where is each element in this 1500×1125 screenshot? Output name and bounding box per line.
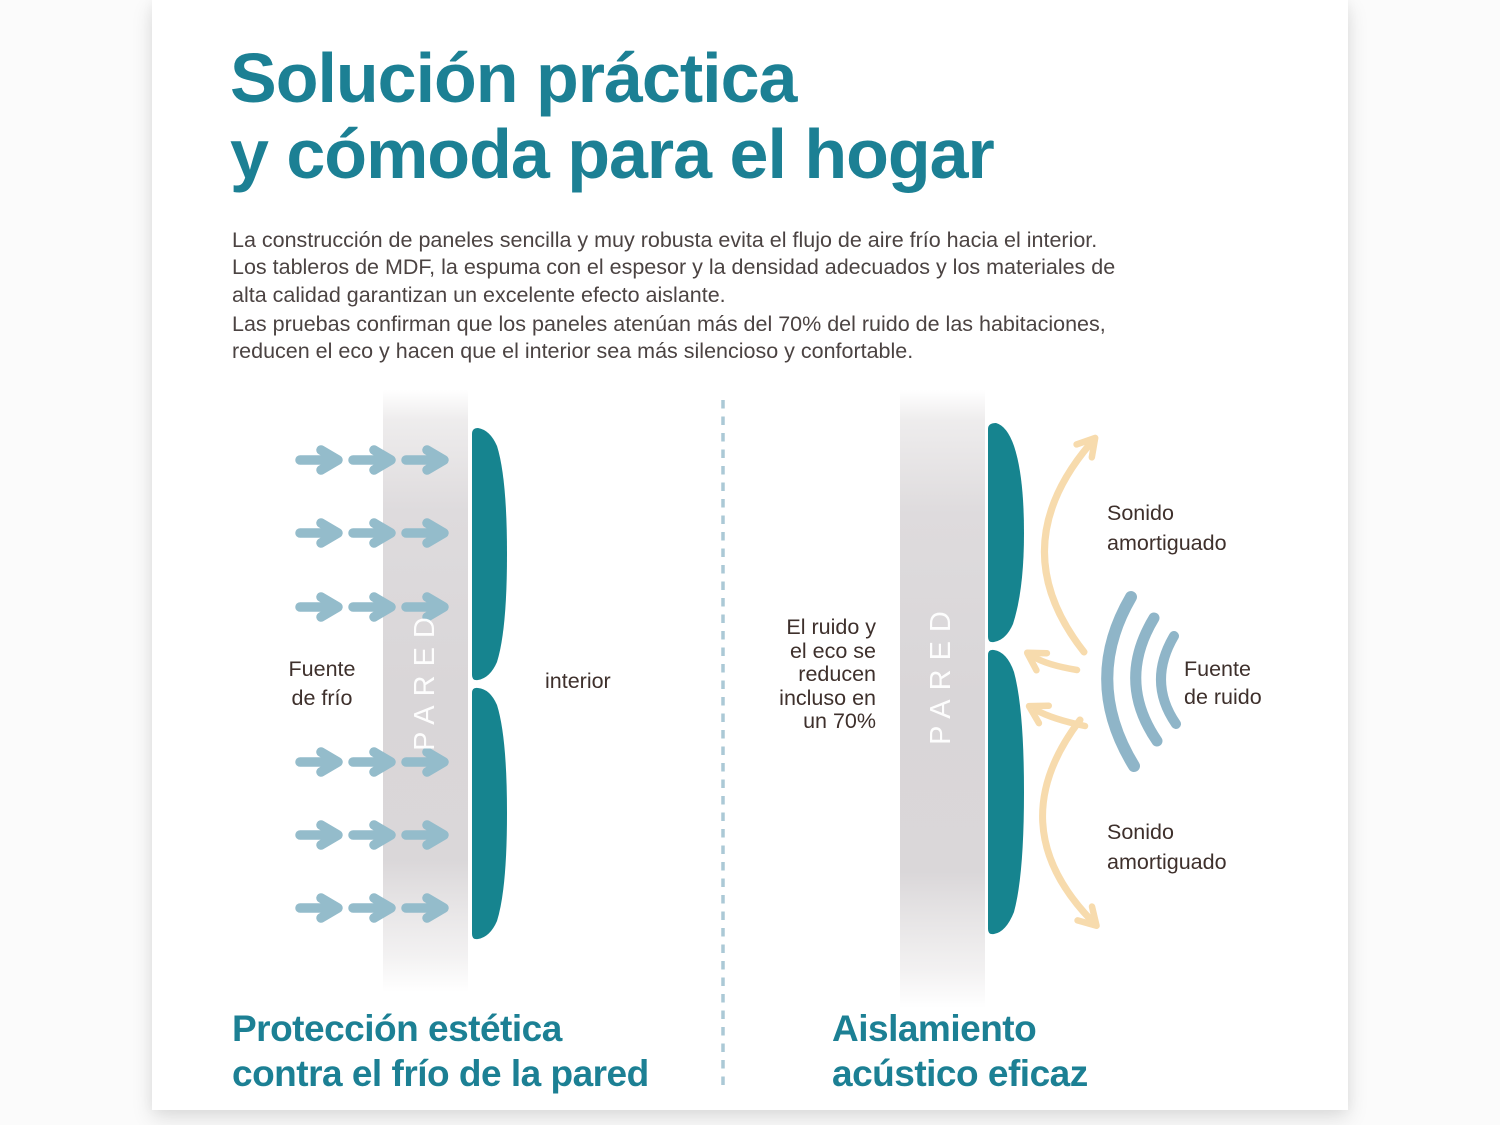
interior-label: interior — [545, 669, 611, 693]
caption-left: Protección estética contra el frío de la pared — [232, 1008, 649, 1094]
caption-right: Aislamiento acústico eficaz — [832, 1008, 1088, 1094]
sound-wave-icon — [1107, 597, 1176, 766]
title-line-2: y cómoda para el hogar — [230, 115, 994, 193]
intro-paragraph-2: Las pruebas confirman que los paneles atenúan más del 70% del ruido de las habitaciones, reducen el eco y hacen que el interior sea más silencioso y confortable. — [232, 312, 1106, 364]
panel-right — [988, 423, 1024, 934]
wall-left-label: PARED — [408, 608, 441, 751]
intro-paragraph-1: La construcción de paneles sencilla y muy robusta evita el flujo de aire frío hacia el interior. Los tableros de MDF, la espuma con el espesor y la densidad adecuados y los materiales de alta calidad garantizan un excelente efecto aislante. — [232, 228, 1116, 307]
title-line-1: Solución práctica — [230, 39, 797, 117]
page-title — [230, 40, 1190, 192]
damped-sound-top-label: Sonido amortiguado — [1107, 501, 1227, 555]
noise-source-label: Fuente de ruido — [1184, 657, 1262, 709]
wall-right-label: PARED — [924, 602, 957, 745]
noise-reduction-label: El ruido y el eco se reducen incluso en un 70% — [779, 615, 876, 733]
sound-bounce-arrows-icon — [1034, 444, 1091, 920]
panel-left — [472, 428, 507, 939]
damped-sound-bottom-label: Sonido amortiguado — [1107, 820, 1227, 874]
cold-source-label: Fuente de frío — [288, 657, 356, 710]
